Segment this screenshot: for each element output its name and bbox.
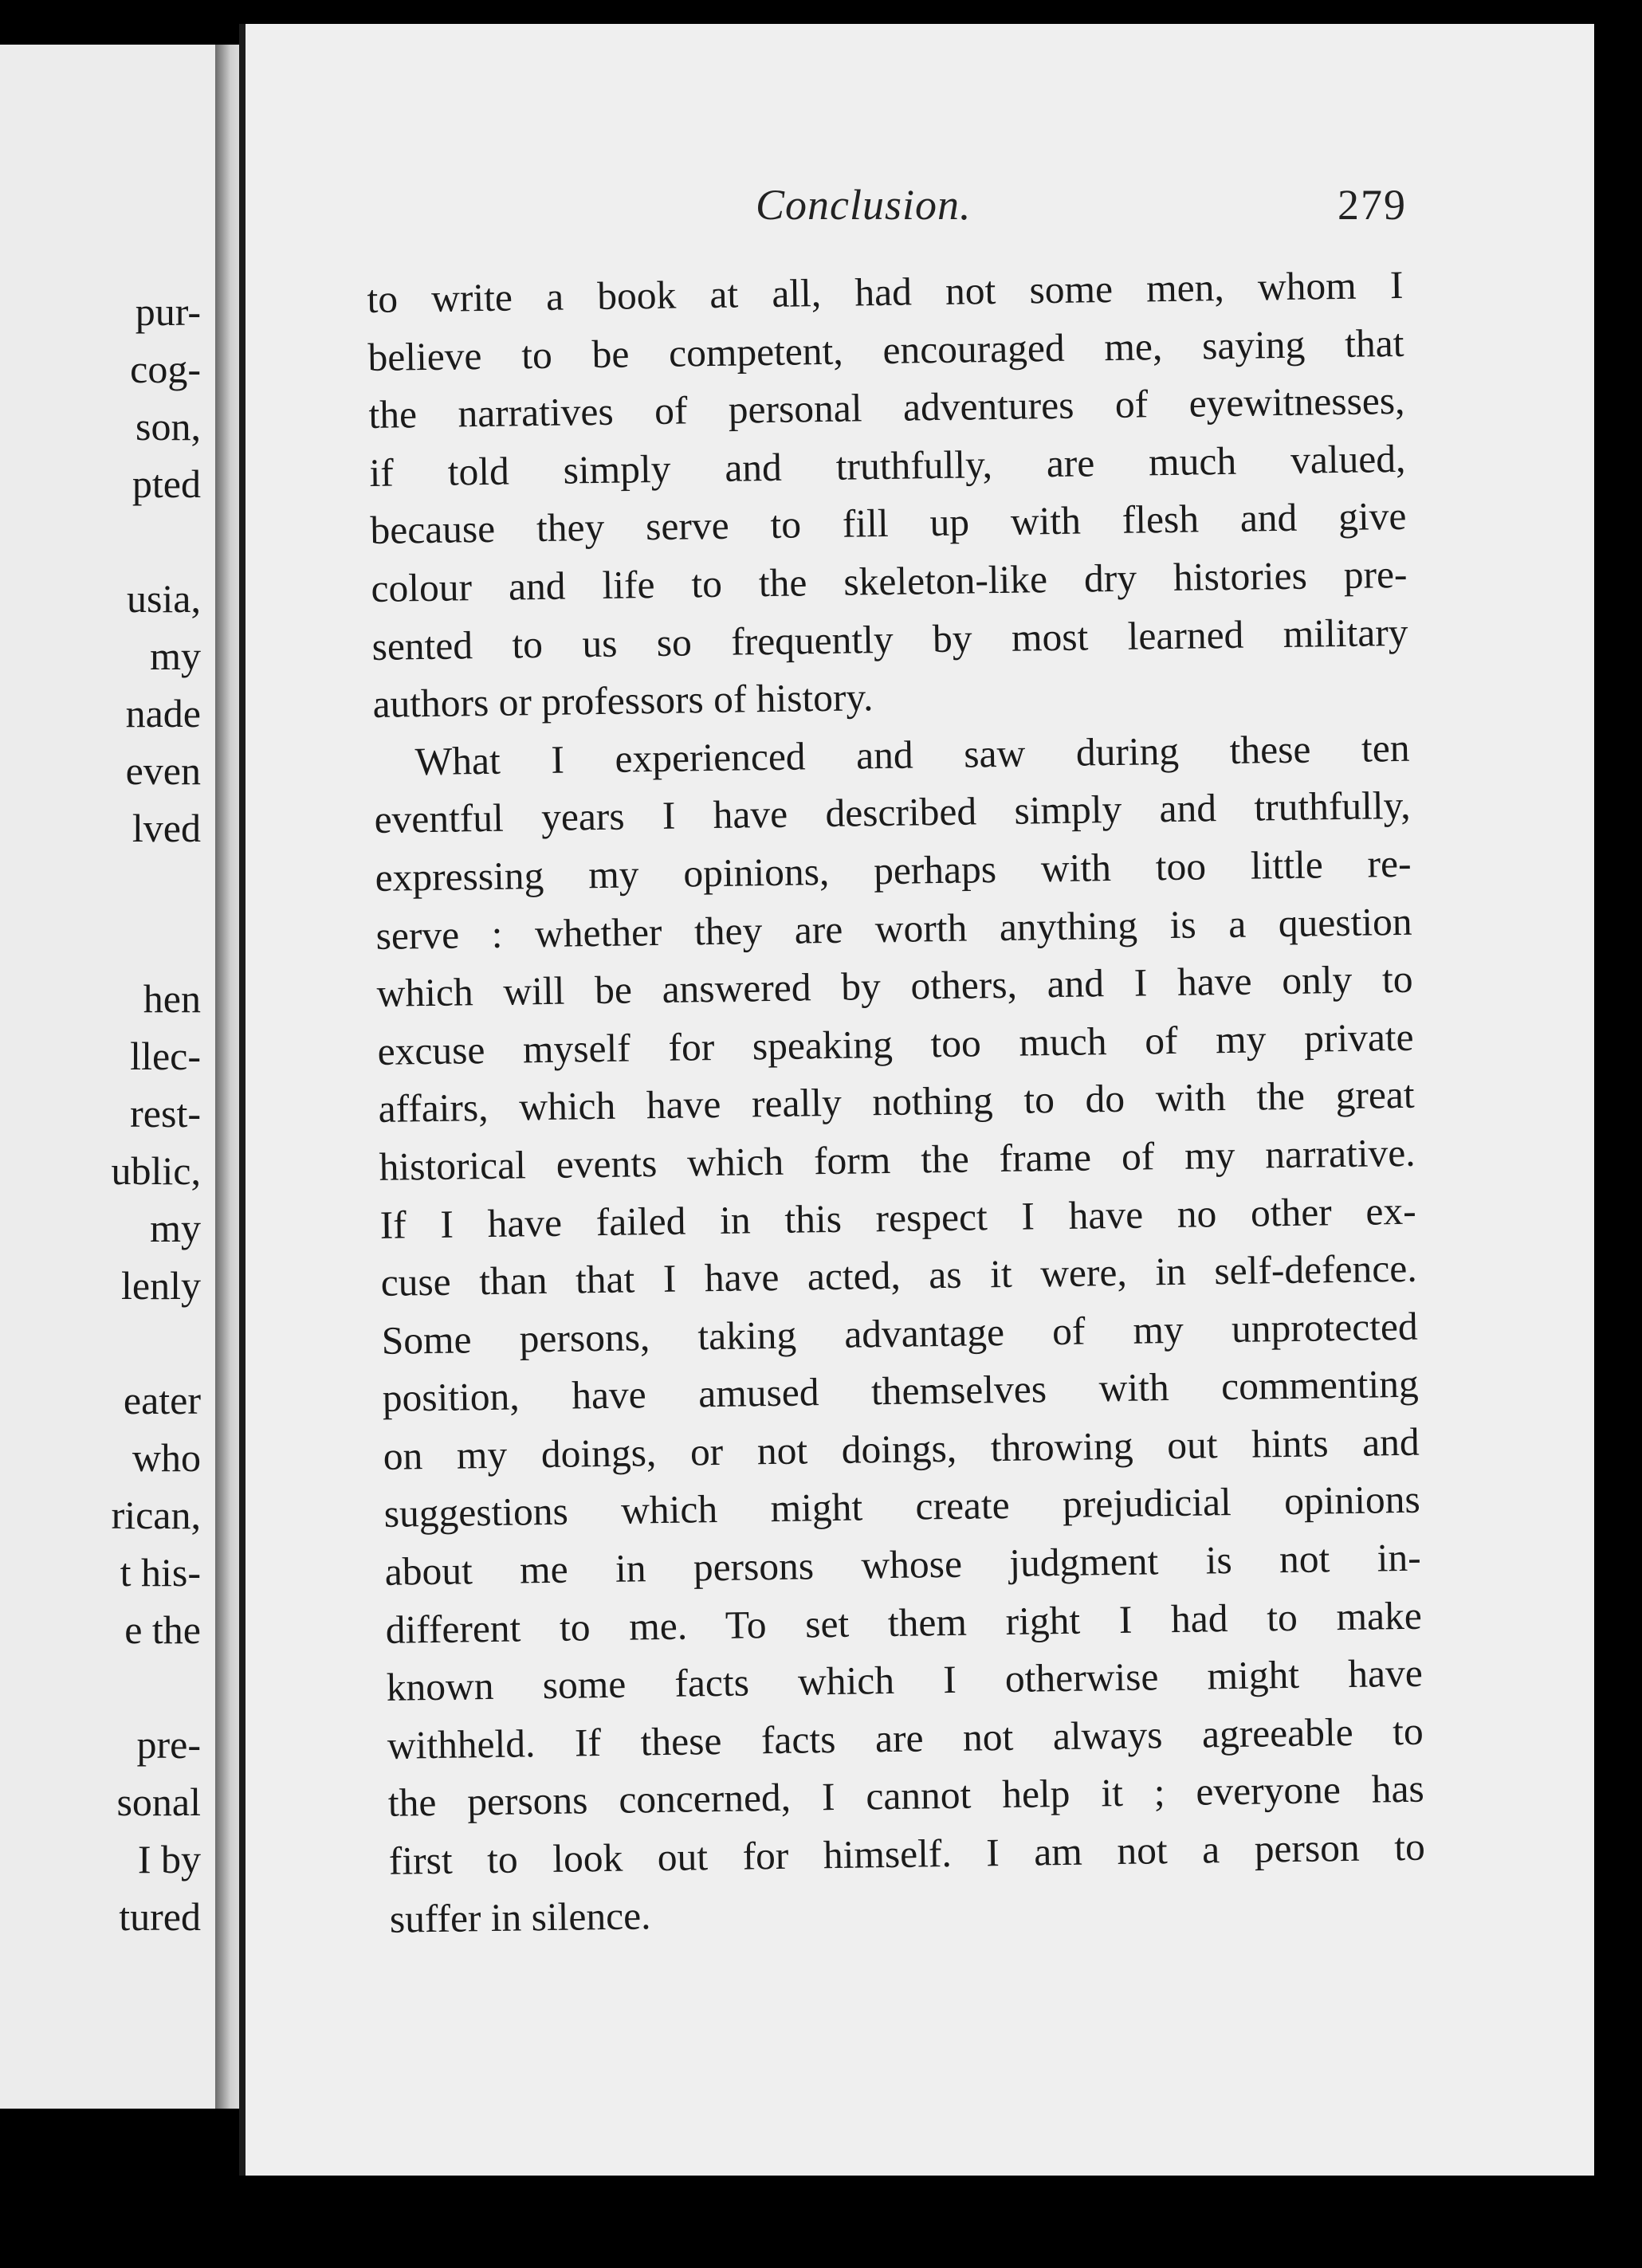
facing-page-line: my bbox=[150, 634, 201, 678]
facing-page-line: rican, bbox=[111, 1493, 201, 1537]
facing-page-line: ublic, bbox=[111, 1148, 201, 1193]
facing-page-line: my bbox=[150, 1206, 201, 1250]
facing-page-line: lenly bbox=[121, 1263, 201, 1308]
facing-page-line: e the bbox=[124, 1607, 201, 1652]
text-line: sented to us so frequently by most learned military bbox=[371, 610, 1408, 669]
text-line: eventful years I have described simply and truthfully, bbox=[374, 783, 1411, 842]
facing-page-line: usia, bbox=[126, 576, 201, 621]
book-page bbox=[239, 24, 1594, 2176]
facing-page-line: lved bbox=[132, 806, 201, 850]
text-line: withheld. If these facts are not always agreeable to bbox=[387, 1709, 1424, 1768]
text-line: the persons concerned, I cannot help it ; everyone has bbox=[387, 1767, 1425, 1826]
text-line: excuse myself for speaking too much of my private bbox=[377, 1014, 1414, 1073]
text-line: to write a book at all, had not some men, whom I bbox=[367, 262, 1404, 321]
text-line: suffer in silence. bbox=[389, 1893, 651, 1941]
text-line: because they serve to fill up with flesh and give bbox=[370, 494, 1407, 553]
facing-page-line: nade bbox=[125, 691, 201, 736]
facing-page-line: tured bbox=[119, 1894, 201, 1939]
facing-page-line: even bbox=[125, 748, 201, 793]
text-line: cuse than that I have acted, as it were, in self-defence. bbox=[380, 1246, 1417, 1305]
facing-page-line: hen bbox=[143, 976, 201, 1021]
text-line: suggestions which might create prejudicial opinions bbox=[383, 1477, 1421, 1536]
text-line: What I experienced and saw during these ten bbox=[414, 725, 1410, 783]
text-line: which will be answered by others, and I have only to bbox=[376, 956, 1413, 1016]
facing-page-line: llec- bbox=[130, 1034, 201, 1078]
text-line: historical events which form the frame of my narrative. bbox=[379, 1130, 1416, 1189]
facing-page-line: I by bbox=[137, 1837, 201, 1881]
text-line: first to look out for himself. I am not a person to bbox=[388, 1824, 1426, 1883]
running-head: Conclusion. bbox=[756, 181, 972, 229]
page-header bbox=[246, 180, 1594, 244]
text-line: serve : whether they are worth anything is a question bbox=[375, 899, 1412, 958]
text-line: authors or professors of history. bbox=[372, 675, 874, 727]
text-line: the narratives of personal adventures of eyewitnesses, bbox=[368, 379, 1405, 438]
text-line: Some persons, taking advantage of my unprotected bbox=[381, 1304, 1418, 1363]
text-line: if told simply and truthfully, are much valued, bbox=[369, 436, 1406, 495]
text-line: known some facts which I otherwise might have bbox=[386, 1650, 1424, 1710]
facing-page-line: who bbox=[132, 1435, 201, 1480]
facing-page-line: cog- bbox=[130, 347, 201, 391]
facing-page-line: son, bbox=[136, 404, 201, 449]
text-line: expressing my opinions, perhaps with too little re- bbox=[375, 841, 1412, 900]
facing-page-line: pted bbox=[132, 461, 201, 506]
facing-page-line: pre- bbox=[136, 1722, 201, 1767]
text-line: different to me. To set them right I had to make bbox=[385, 1593, 1423, 1652]
text-line: affairs, which have really nothing to do with the great bbox=[378, 1073, 1415, 1132]
text-line: colour and life to the skeleton-like dry histories pre- bbox=[371, 551, 1408, 610]
facing-page-line: pur- bbox=[135, 289, 201, 334]
text-line: believe to be competent, encouraged me, saying that bbox=[367, 320, 1404, 379]
scan-border bbox=[1594, 0, 1642, 2268]
facing-page-line: sonal bbox=[116, 1779, 201, 1824]
facing-page-line: rest- bbox=[130, 1091, 201, 1136]
text-line: on my doings, or not doings, throwing out hints and bbox=[383, 1419, 1420, 1478]
facing-page-line: t his- bbox=[120, 1550, 201, 1595]
facing-page bbox=[0, 45, 220, 2109]
facing-page-line: eater bbox=[123, 1378, 201, 1422]
page-number: 279 bbox=[1338, 181, 1407, 229]
text-line: position, have amused themselves with commenting bbox=[382, 1361, 1420, 1421]
text-line: If I have failed in this respect I have no other ex- bbox=[379, 1188, 1416, 1247]
text-line: about me in persons whose judgment is not in- bbox=[384, 1535, 1422, 1594]
body-text bbox=[367, 257, 1426, 1948]
